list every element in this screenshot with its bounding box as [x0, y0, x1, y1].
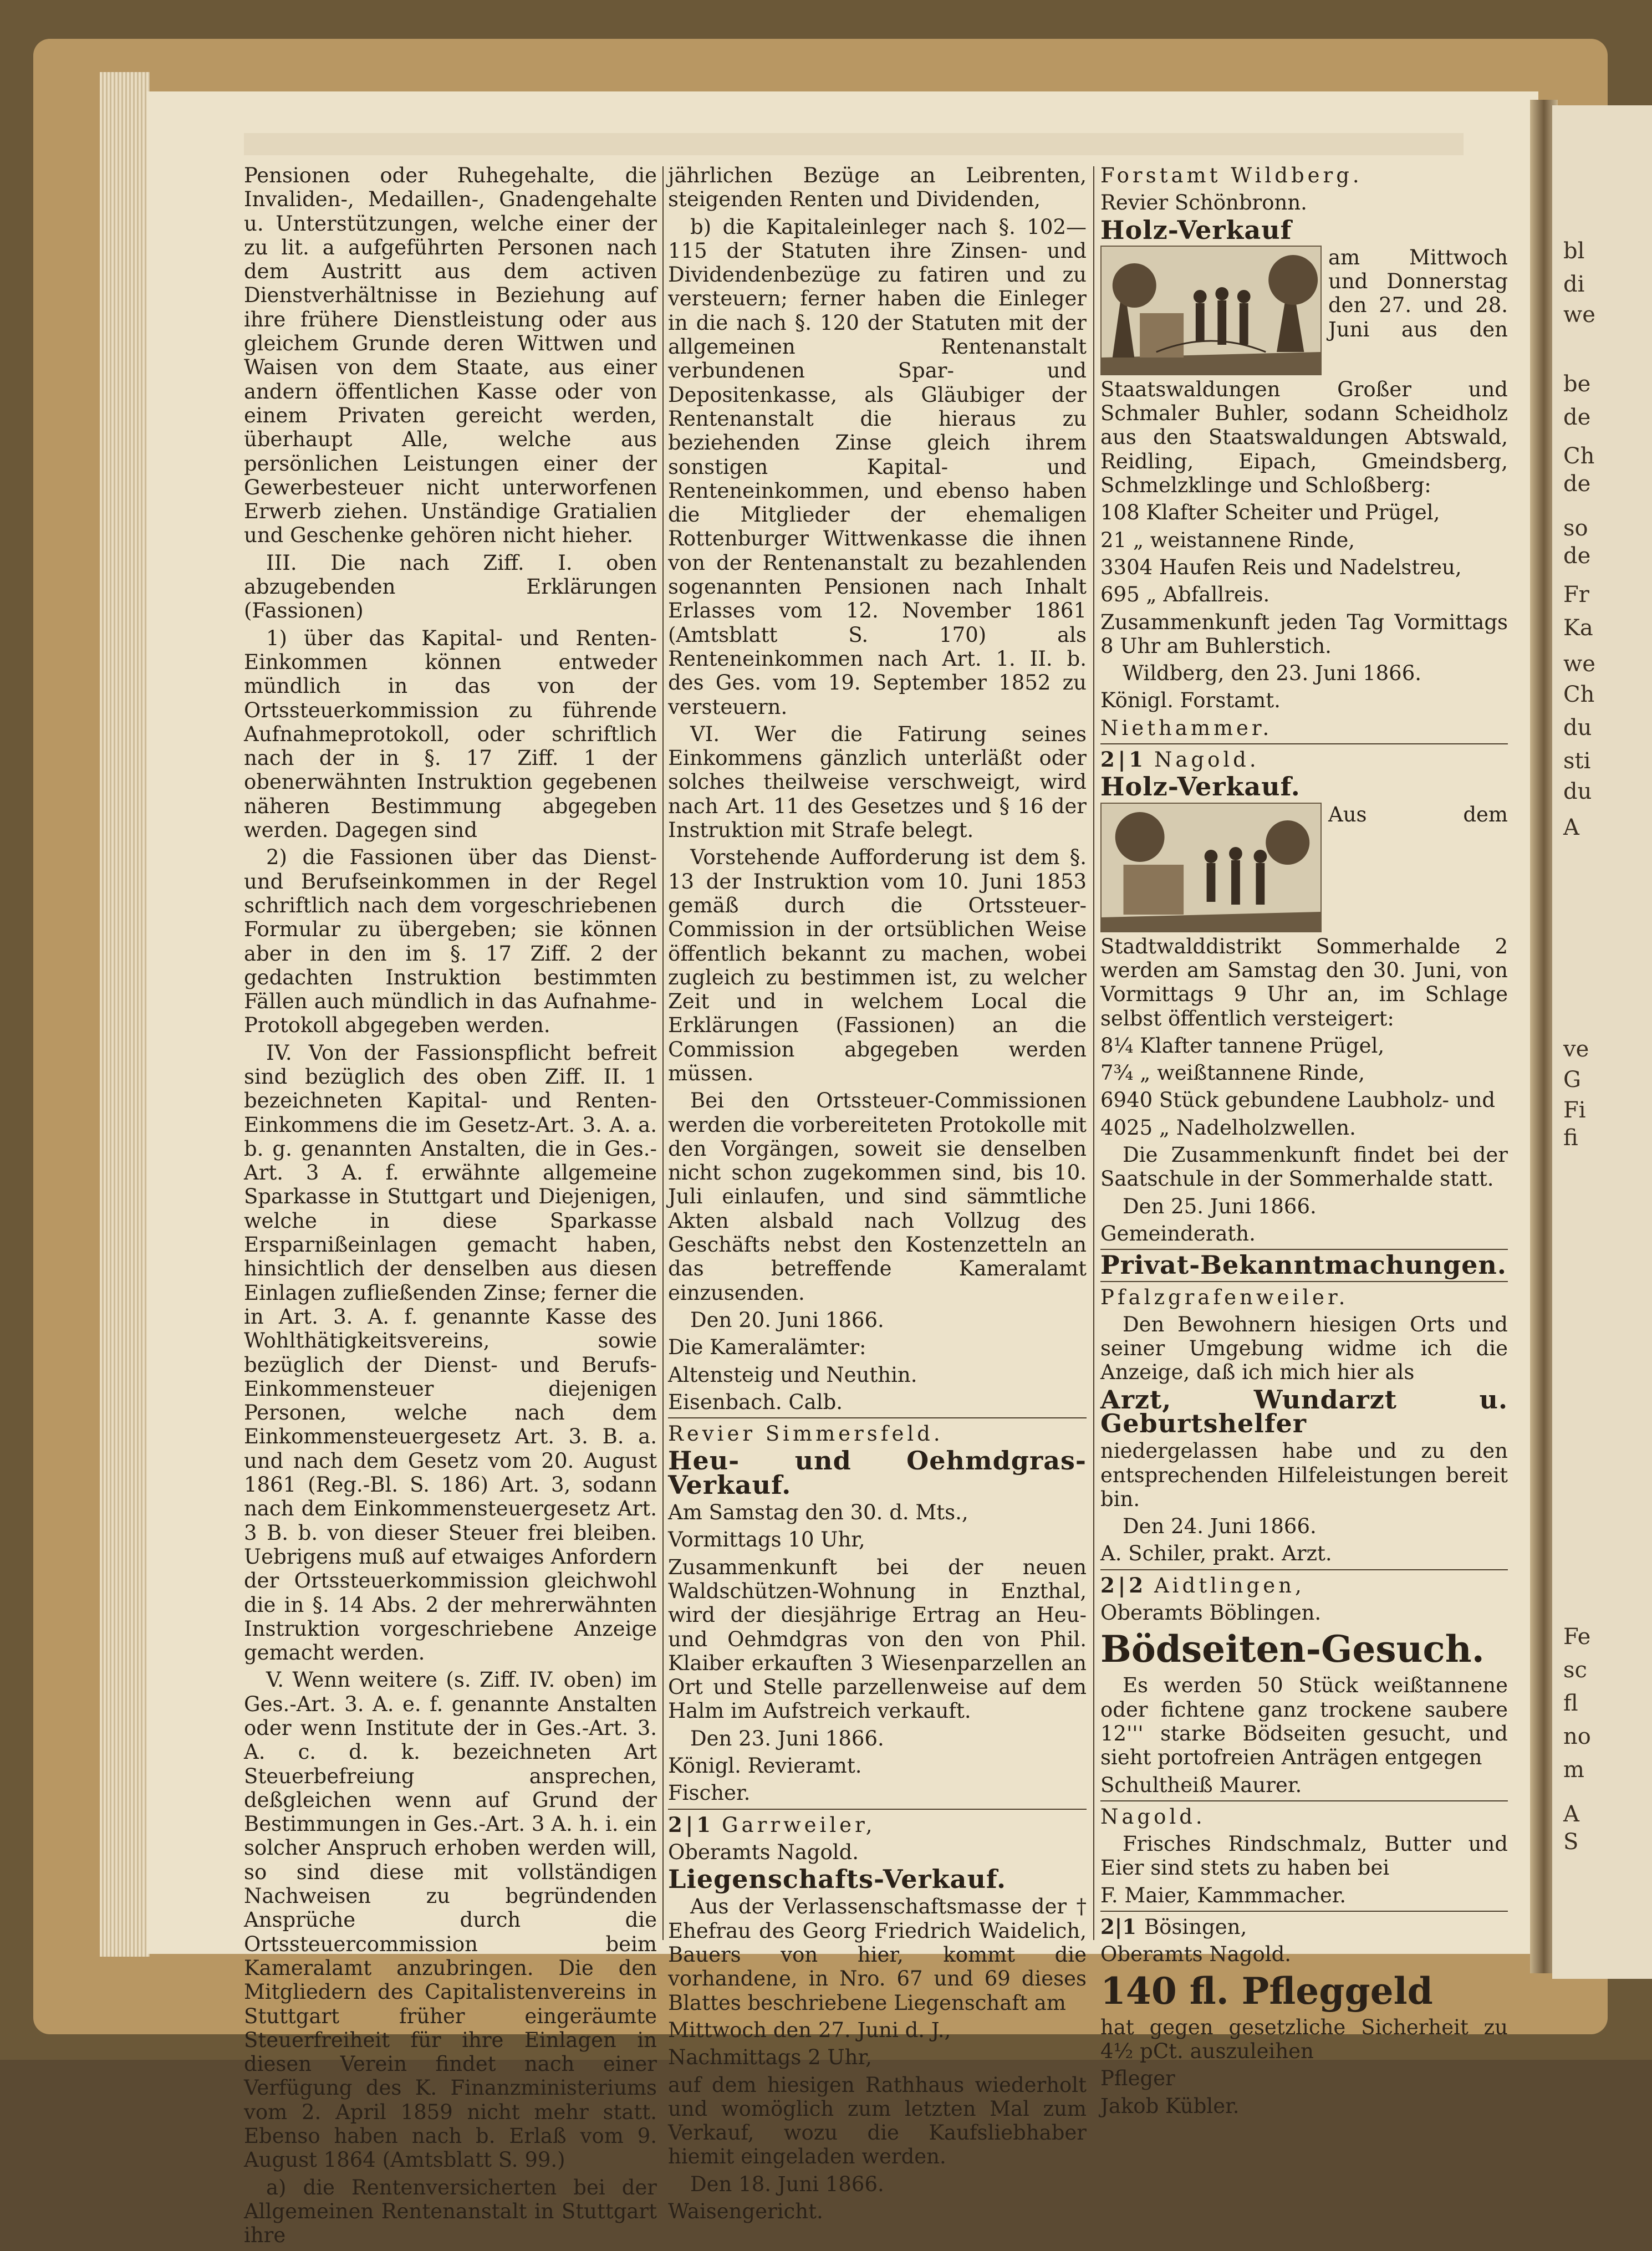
- ad-text: Den Bewohnern hiesigen Orts und seiner Umgebung widme ich die Anzeige, daß ich mich hier als: [1100, 1312, 1508, 1385]
- ad-item: 21 „ weistannene Rinde,: [1100, 528, 1355, 552]
- column-3: [1100, 164, 1508, 2121]
- ad-time: Nachmittags 2 Uhr,: [668, 2045, 872, 2070]
- ad-wood-sale-wildberg: [1100, 164, 1508, 740]
- ad-text: hat gegen gesetzliche Sicherheit zu 4½ pCt. auszuleihen: [1100, 2015, 1508, 2063]
- ad-title: Holz-Verkauf: [1100, 215, 1292, 245]
- facing-page-text-fragment: de: [1563, 405, 1591, 430]
- ad-insertion-mark: 2|1: [668, 1812, 714, 1837]
- facing-page-text-fragment: fi: [1563, 1125, 1578, 1151]
- facing-page-text-fragment: bl: [1563, 238, 1585, 264]
- ad-text: Die Zusammenkunft findet bei der Saatschule in der Sommerhalde statt.: [1100, 1143, 1508, 1191]
- ad-text: Aus dem Stadtwalddistrikt Sommerhalde 2 werden am Samstag den 30. Juni, von Vormittags 9 Uhr an, im Schlage selbst öffentlich versteigert:: [1100, 802, 1508, 1030]
- ad-item: 108 Klafter Scheiter und Prügel,: [1100, 501, 1440, 525]
- facing-page-text-fragment: di: [1563, 272, 1585, 297]
- ad-text: Frisches Rindschmalz, Butter und Eier sind stets zu haben bei: [1100, 1832, 1508, 1880]
- ad-hay-sale: [668, 1422, 1087, 1805]
- ad-place: Nagold.: [1100, 1804, 1206, 1829]
- paragraph: 2) die Fassionen über das Dienst- und Berufseinkommen in der Regel schriftlich nach dem vorgeschriebenen Formular zu übergeben; sie können aber in den im §. 17 Ziff. 2 der gedachten Instruktion bestimmten Fällen auch mündlich in das Aufnahme-Protokoll abgegeben werden.: [244, 845, 657, 1038]
- facing-page-text-fragment: Ka: [1563, 615, 1593, 641]
- facing-page-text-fragment: be: [1563, 371, 1591, 397]
- ad-signature: F. Maier, Kammmacher.: [1100, 1883, 1347, 1907]
- paragraph: jährlichen Bezüge an Leibrenten, steigenden Renten und Dividenden,: [668, 164, 1087, 212]
- ad-date: Mittwoch den 27. Juni d. J.,: [668, 2018, 951, 2042]
- ad-place-name: Bösingen,: [1144, 1915, 1247, 1939]
- ad-insertion-mark: 2|2: [1100, 1573, 1146, 1597]
- ad-place: [1100, 1915, 1508, 1939]
- ad-signature: Pfleger: [1100, 2066, 1175, 2091]
- ad-time: Vormittags 10 Uhr,: [668, 1528, 865, 1552]
- ad-title: Liegenschafts-Verkauf.: [668, 1864, 1007, 1895]
- ad-signature: Waisengericht.: [668, 2199, 823, 2224]
- paragraph: Pensionen oder Ruhegehalte, die Invaliden-, Medaillen-, Gnadengehalte u. Unterstützungen, welche einer der zu lit. a aufgeführten Personen nach dem Austritt aus dem activen Dienstverhältnisse in Beziehung auf ihre frühere Dienstleistung oder aus gleichem Grunde deren Wittwen und Waisen von dem Staate, aus einer andern öffentlichen Kasse oder von einem Privaten gereicht werden, überhaupt Alle, welche aus persönlichen Leistungen einer der Gewerbesteuer nicht unterworfenen Erwerb ziehen. Unständige Gratialien und Geschenke gehören nicht hieher.: [244, 164, 657, 548]
- ad-title: Heu- und Oehmdgras-Verkauf.: [668, 1446, 1087, 1500]
- facing-page-text-fragment: ve: [1563, 1037, 1589, 1062]
- ad-signature: Königl. Revieramt.: [668, 1754, 862, 1778]
- ad-place-sub: Oberamts Nagold.: [1100, 1942, 1292, 1967]
- facing-page-text-fragment: S: [1563, 1829, 1579, 1855]
- facing-page-text-fragment: so: [1563, 515, 1588, 541]
- divider: [1100, 1800, 1508, 1801]
- ad-loan: [1100, 1915, 1508, 2118]
- facing-page-fragment: [1552, 105, 1652, 1979]
- signature: Eisenbach. Calb.: [668, 1390, 843, 1414]
- ad-item: 7¾ „ weißtannene Rinde,: [1100, 1061, 1365, 1085]
- ad-butter: [1100, 1805, 1508, 1907]
- ad-dateline: Den 24. Juni 1866.: [1123, 1514, 1317, 1539]
- ad-dateline: Den 25. Juni 1866.: [1123, 1194, 1317, 1218]
- facing-page-text-fragment: sc: [1563, 1657, 1587, 1683]
- ad-dateline: Den 18. Juni 1866.: [690, 2172, 884, 2196]
- ad-text: auf dem hiesigen Rathhaus wiederholt und womöglich zum letzten Mal zum Verkauf, wozu die Kaufsliebhaber hiemit eingeladen werden.: [668, 2073, 1087, 2169]
- ad-signature: Niethammer.: [1100, 716, 1273, 740]
- ad-place-name: Garrweiler,: [721, 1813, 876, 1837]
- facing-page-text-fragment: du: [1563, 715, 1592, 741]
- dateline: Den 20. Juni 1866.: [690, 1308, 884, 1332]
- ad-text: Zusammenkunft jeden Tag Vormittags 8 Uhr am Buhlerstich.: [1100, 610, 1508, 658]
- ad-property-sale: [668, 1813, 1087, 2224]
- divider: [1100, 1281, 1508, 1282]
- ad-item: 3304 Haufen Reis und Nadelstreu,: [1100, 555, 1462, 579]
- paragraph: Vorstehende Aufforderung ist dem §. 13 der Instruktion vom 10. Juni 1853 gemäß durch die Ortssteuer-Commission in der ortsüblichen Weise öffentlich bekannt zu machen, wobei zugleich zu bestimmen ist, zu welcher Zeit und in welchem Local die Erklärungen (Fassionen) an die Commission abgegeben werden müssen.: [668, 845, 1087, 1085]
- ad-place: [1100, 1574, 1508, 1597]
- ad-dateline: Den 23. Juni 1866.: [690, 1726, 884, 1750]
- facing-page-text-fragment: A: [1563, 1801, 1579, 1827]
- ad-signature: Jakob Kübler.: [1100, 2094, 1240, 2118]
- divider: [1100, 1911, 1508, 1912]
- paragraph: VI. Wer die Fatirung seines Einkommens gänzlich unterläßt oder solches theilweise verschweigt, wird nach Art. 11 des Gesetzes und § 16 der Instruktion mit Strafe belegt.: [668, 722, 1087, 843]
- ad-text: niedergelassen habe und zu den entsprechenden Hilfeleistungen bereit bin.: [1100, 1439, 1508, 1511]
- ad-signature: Königl. Forstamt.: [1100, 688, 1281, 713]
- woodcut-forest-scene-icon: [1100, 246, 1322, 375]
- ad-title: Holz-Verkauf.: [1100, 772, 1301, 802]
- ad-signature: Schultheiß Maurer.: [1100, 1773, 1302, 1797]
- ad-doctor: [1100, 1285, 1508, 1566]
- ad-insertion-mark: 2|1: [1100, 1915, 1136, 1939]
- ad-boards-wanted: [1100, 1574, 1508, 1797]
- ad-place-name: Aidtlingen,: [1154, 1573, 1305, 1597]
- ad-signature: Gemeinderath.: [1100, 1221, 1256, 1246]
- divider: [668, 1809, 1087, 1810]
- facing-page-text-fragment: Fr: [1563, 582, 1589, 608]
- ad-place: Forstamt Wildberg.: [1100, 164, 1363, 187]
- paragraph: 1) über das Kapital- und Renten-Einkommen können entweder mündlich in das von der Ortssteuerkommission zu führende Aufnahmeprotokoll, oder schriftlich nach der in §. 17 Ziff. 1 der obenerwähnten Instruktion gegebenen näheren Bestimmung abgegeben werden. Dagegen sind: [244, 626, 657, 843]
- ad-place-name: Nagold.: [1154, 748, 1260, 772]
- facing-page-text-fragment: Fe: [1563, 1624, 1591, 1650]
- facing-page-text-fragment: Fi: [1563, 1098, 1586, 1123]
- ad-insertion-mark: 2|1: [1100, 747, 1146, 772]
- page-edges: [100, 72, 150, 1957]
- paragraph: b) die Kapitaleinleger nach §. 102—115 der Statuten ihre Zinsen- und Dividendenbezüge zu fatiren und zu versteuern; ferner haben die Einleger in die nach §. 120 der Statuten mit der allgemeinen Rentenanstalt verbundenen Spar- und Depositenkasse, als Gläubiger der Rentenanstalt die hieraus zu beziehenden Zinse gleich ihrem sonstigen Kapital- und Renteneinkommen, und ebenso haben die Mitglieder der ehemaligen Rottenburger Wittwenkasse die ihnen von der Rentenanstalt zu bezahlenden sogenannten Pensionen nach Inhalt Erlasses vom 12. November 1861 (Amtsblatt S. 170) als Renteneinkommen nach Art. 1. II. b. des Ges. vom 19. September 1852 zu versteuern.: [668, 215, 1087, 719]
- ad-place: [668, 1813, 1087, 1837]
- facing-page-text-fragment: de: [1563, 471, 1591, 497]
- facing-page-text-fragment: no: [1563, 1724, 1591, 1749]
- ad-place-sub: Oberamts Nagold.: [668, 1840, 859, 1864]
- ad-title: Bödseiten-Gesuch.: [1100, 1627, 1485, 1671]
- paragraph: III. Die nach Ziff. I. oben abzugebenden Erklärungen (Fassionen): [244, 550, 657, 623]
- divider: [668, 1417, 1087, 1418]
- facing-page-text-fragment: de: [1563, 543, 1591, 569]
- ad-text: Aus der Verlassenschaftsmasse der † Ehefrau des Georg Friedrich Waidelich, Bauers von hier, kommt die vorhandene, in Nro. 67 und 69 dieses Blattes beschriebene Liegenschaft am: [668, 1895, 1087, 2015]
- column-rule: [1093, 166, 1094, 1940]
- facing-page-text-fragment: Ch: [1563, 682, 1595, 707]
- ad-text: Zusammenkunft bei der neuen Waldschützen-Wohnung in Enzthal, wird der diesjährige Ertrag an Heu- und Oehmdgras von den von Phil. Klaiber erkauften 3 Wiesenparzellen an Ort und Stelle parzellenweise auf dem Halm im Aufstreich verkauft.: [668, 1555, 1087, 1723]
- ad-signature: Fischer.: [668, 1781, 751, 1805]
- ad-profession: Arzt, Wundarzt u. Geburtshelfer: [1100, 1384, 1508, 1438]
- ad-title: 140 fl. Pfleggeld: [1100, 1969, 1433, 2013]
- ad-text: Es werden 50 Stück weißtannene oder fichtene ganz trockene saubere 12''' starke Bödseiten gesucht, und sieht portofreien Anträgen entgegen: [1100, 1673, 1508, 1770]
- facing-page-text-fragment: G: [1563, 1067, 1581, 1093]
- woodcut-forest-scene-icon: [1100, 803, 1322, 932]
- ad-wood-sale-nagold: [1100, 748, 1508, 1246]
- column-2: [668, 164, 1087, 2227]
- ad-date: Am Samstag den 30. d. Mts.,: [668, 1500, 968, 1525]
- ad-place: Revier Simmersfeld.: [668, 1422, 944, 1446]
- paragraph: Bei den Ortssteuer-Commissionen werden die vorbereiteten Protokolle mit den Vorgängen, soweit sie denselben nicht schon zugekommen sind, bis 10. Juli einlaufen, und sind sämmtliche Akten alsbald nach Vollzug des Geschäfts nebst den Kostenzetteln an das betreffende Kameralamt einzusenden.: [668, 1089, 1087, 1305]
- ad-place: Pfalzgrafenweiler.: [1100, 1285, 1349, 1309]
- signature: Die Kameralämter:: [668, 1335, 866, 1360]
- divider: [1100, 743, 1508, 744]
- section-title: Privat-Bekanntmachungen.: [1100, 1250, 1507, 1280]
- ad-text: am Mittwoch und Donnerstag den 27. und 28. Juni aus den Staatswaldungen Großer und Schmaler Buhler, sodann Scheidholz aus den Staatswaldungen Abtswald, Reidling, Eipach, Gmeindsberg, Schmelzklinge und Schloßberg:: [1100, 245, 1508, 498]
- facing-page-text-fragment: we: [1563, 651, 1595, 677]
- ad-place-sub: Revier Schönbronn.: [1100, 191, 1307, 215]
- ad-signature: A. Schiler, prakt. Arzt.: [1100, 1541, 1332, 1566]
- signature: Altensteig und Neuthin.: [668, 1362, 917, 1387]
- facing-page-text-fragment: we: [1563, 302, 1595, 328]
- ad-item: 695 „ Abfallreis.: [1100, 583, 1270, 607]
- paragraph: IV. Von der Fassionspflicht befreit sind bezüglich des oben Ziff. II. 1 bezeichneten Kapital- und Renten-Einkommens die im Gesetz-Art. 3. A. a. b. g. genannten Anstalten, die in Ges.-Art. 3 A. f. erwähnte allgemeine Sparkasse in Stuttgart und Diejenigen, welche in diese Sparkasse Ersparnißeinlagen gemacht haben, hinsichtlich der denselben aus diesen Einlagen zufließenden Zinse; ferner die in Art. 3. A. f. genannte Kasse des Wohlthätigkeitsvereins, sowie bezüglich der Dienst- und Berufs-Einkommensteuer diejenigen Personen, welche nach dem Einkommensteuergesetz Art. 3. B. a. und nach dem Gesetz vom 20. August 1861 (Reg.-Bl. S. 186) Art. 3, sodann nach dem Einkommensteuergesetz Art. 3 B. b. von dieser Steuer frei bleiben. Uebrigens muß auf etwaiges Anfordern der Ortssteuerkommission gleichwohl die in §. 14 Abs. 2 der mehrerwähnten Instruktion vorgeschriebene Anzeige gemacht werden.: [244, 1040, 657, 1665]
- facing-page-text-fragment: du: [1563, 779, 1592, 804]
- facing-page-text-fragment: m: [1563, 1757, 1584, 1783]
- ad-item: 6940 Stück gebundene Laubholz- und: [1100, 1088, 1496, 1112]
- facing-page-text-fragment: sti: [1563, 748, 1591, 774]
- paragraph: a) die Rentenversicherten bei der Allgemeinen Rentenanstalt in Stuttgart ihre: [244, 2175, 657, 2248]
- column-1: [244, 164, 657, 2251]
- facing-page-text-fragment: fl: [1563, 1691, 1578, 1716]
- ad-item: 4025 „ Nadelholzwellen.: [1100, 1115, 1356, 1140]
- ad-item: 8¼ Klafter tannene Prügel,: [1100, 1033, 1385, 1058]
- facing-page-text-fragment: Ch: [1563, 443, 1595, 469]
- ad-place: [1100, 748, 1508, 772]
- column-rule: [662, 166, 664, 1940]
- ad-dateline: Wildberg, den 23. Juni 1866.: [1123, 661, 1421, 686]
- ad-place-sub: Oberamts Böblingen.: [1100, 1601, 1322, 1625]
- paragraph: V. Wenn weitere (s. Ziff. IV. oben) im Ges.-Art. 3. A. e. f. genannte Anstalten oder wenn Institute der in Ges.-Art. 3. A. c. d. k. bezeichneten Art Steuerbefreiung ansprechen, deßgleichen wenn auf Grund der Bestimmungen in Ges.-Art. 3 A. h. i. ein solcher Anspruch erhoben werden will, so sind diese mit vollständigen Nachweisen zu begründenden Ansprüche durch die Ortssteuercommission beim Kameralamt anzubringen. Die den Mitgliedern des Capitalistenvereins in Stuttgart früher eingeräumte Steuerfreiheit für ihre Einlagen in diesen Verein findet nach einer Verfügung des K. Finanzministeriums vom 2. April 1859 nicht mehr statt. Ebenso haben nach b. Erlaß vom 9. August 1864 (Amtsblatt S. 99.): [244, 1668, 657, 2172]
- bleed-through-header: [244, 133, 1464, 155]
- facing-page-text-fragment: A: [1563, 815, 1579, 840]
- divider: [1100, 1569, 1508, 1570]
